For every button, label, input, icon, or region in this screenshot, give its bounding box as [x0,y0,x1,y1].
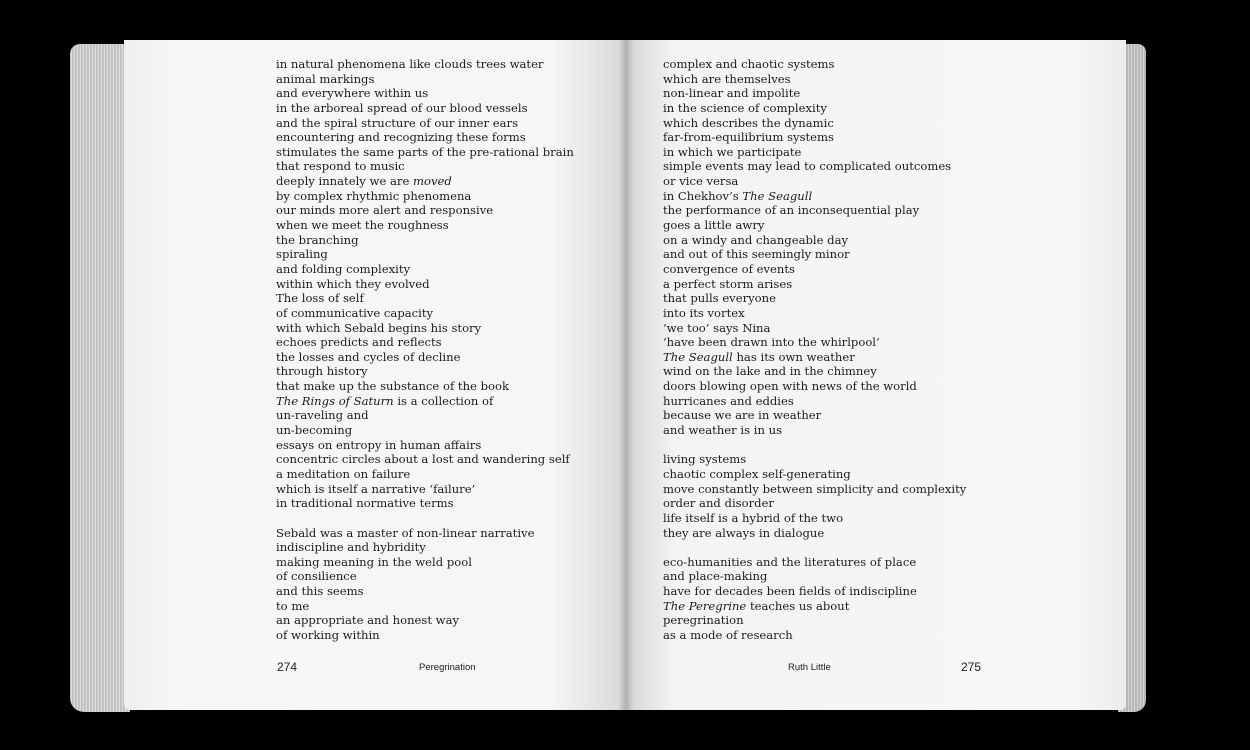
left-page-line: of working within [276,627,380,642]
right-page-line: which are themselves [663,71,791,86]
right-page-line: because we are in weather [663,408,822,423]
right-page-line: non-linear and impolite [663,86,801,101]
left-page-line: that make up the substance of the book [276,379,510,394]
right-page-line: life itself is a hybrid of the two [663,510,844,525]
right-page-line: and weather is in us [663,423,783,438]
left-page-line: encountering and recognizing these forms [276,130,526,145]
right-page-line: and out of this seemingly minor [663,247,850,262]
left-page-line: our minds more alert and responsive [276,203,494,218]
left-page-number: 274 [277,660,298,674]
right-page-number: 275 [961,660,982,674]
right-page-line: a perfect storm arises [663,276,793,291]
left-page-line: The Rings of Saturn is a collection of [276,393,494,408]
left-page-line: an appropriate and honest way [276,613,460,628]
right-page-line: in the science of complexity [663,100,827,115]
left-page-line: when we meet the roughness [276,218,449,233]
left-page-line: the branching [276,232,359,247]
right-page-line [663,540,966,555]
left-page-line: un-raveling and [276,408,369,423]
right-running-head: Ruth Little [788,662,831,673]
right-page-line: that pulls everyone [663,291,776,306]
left-page-line: animal markings [276,71,375,86]
right-page-line: The Seagull has its own weather [663,349,855,364]
left-page-line: a meditation on failure [276,466,411,481]
left-page-line: and folding complexity [276,261,411,276]
right-page-line: have for decades been fields of indiscipline [663,584,917,599]
right-page-line: on a windy and changeable day [663,232,849,247]
left-page-line: within which they evolved [276,276,430,291]
left-page-line: of communicative capacity [276,305,434,320]
left-page-line: through history [276,364,368,379]
right-page-line: the performance of an inconsequential play [663,203,920,218]
left-page-line: essays on entropy in human affairs [276,437,482,452]
left-page-line: and the spiral structure of our inner ears [276,115,519,130]
right-page-line: move constantly between simplicity and complexity [663,481,967,496]
left-page-body-text [276,57,574,643]
left-page-line: deeply innately we are moved [276,174,452,189]
left-page-line: echoes predicts and reflects [276,335,442,350]
left-page-line: of consilience [276,569,357,584]
left-page-line: in traditional normative terms [276,496,454,511]
left-page-line: in natural phenomena like clouds trees water [276,57,544,71]
left-page-line: the losses and cycles of decline [276,349,461,364]
left-page-line: by complex rhythmic phenomena [276,188,472,203]
right-page-line: peregrination [663,613,744,628]
right-page-body-text [663,57,966,643]
left-page-line: and this seems [276,584,364,599]
right-page-line: as a mode of research [663,627,793,642]
left-page-line: un-becoming [276,423,353,438]
left-page-line: that respond to music [276,159,405,174]
right-page-line: in which we participate [663,144,802,159]
right-page-line: ‘have been drawn into the whirlpool’ [663,335,880,350]
left-page-line: making meaning in the weld pool [276,554,472,569]
left-page-line: indiscipline and hybridity [276,540,426,555]
right-page-line: eco-humanities and the literatures of place [663,554,917,569]
left-running-head: Peregrination [419,662,476,673]
right-page-line: The Peregrine teaches us about [663,598,850,613]
left-page-line: to me [276,598,310,613]
right-page-line: living systems [663,452,747,467]
right-page-line: and place-making [663,569,768,584]
right-page-line [663,438,966,453]
right-page-line: or vice versa [663,174,739,189]
left-page-line: in the arboreal spread of our blood vessels [276,100,528,115]
left-page-line: which is itself a narrative ‘failure’ [276,481,476,496]
right-page-line: hurricanes and eddies [663,393,794,408]
left-page-line: and everywhere within us [276,86,429,101]
book-gutter [618,40,634,710]
right-page-line: simple events may lead to complicated outcomes [663,159,952,174]
right-page-line: far-from-equilibrium systems [663,130,834,145]
right-page-line: into its vortex [663,305,745,320]
left-page-line: concentric circles about a lost and wandering self [276,452,570,467]
right-page-line: complex and chaotic systems [663,57,835,71]
right-page-line: which describes the dynamic [663,115,834,130]
right-page-line: they are always in dialogue [663,525,825,540]
left-page-line: The loss of self [276,291,364,306]
right-page-line: goes a little awry [663,218,765,233]
right-page-line: ‘we too’ says Nina [663,320,771,335]
right-page-line: doors blowing open with news of the world [663,379,917,394]
right-page-line: in Chekhov’s The Seagull [663,188,813,203]
left-page-line [276,511,574,526]
right-page-line: chaotic complex self-generating [663,466,851,481]
left-page-line: Sebald was a master of non-linear narrative [276,525,535,540]
right-page-line: wind on the lake and in the chimney [663,364,877,379]
left-page-line: with which Sebald begins his story [276,320,482,335]
right-page-line: convergence of events [663,261,795,276]
left-page-line: stimulates the same parts of the pre-rational brain [276,144,574,159]
right-page-line: order and disorder [663,496,774,511]
left-page-edges [70,44,130,712]
left-page-line: spiraling [276,247,328,262]
